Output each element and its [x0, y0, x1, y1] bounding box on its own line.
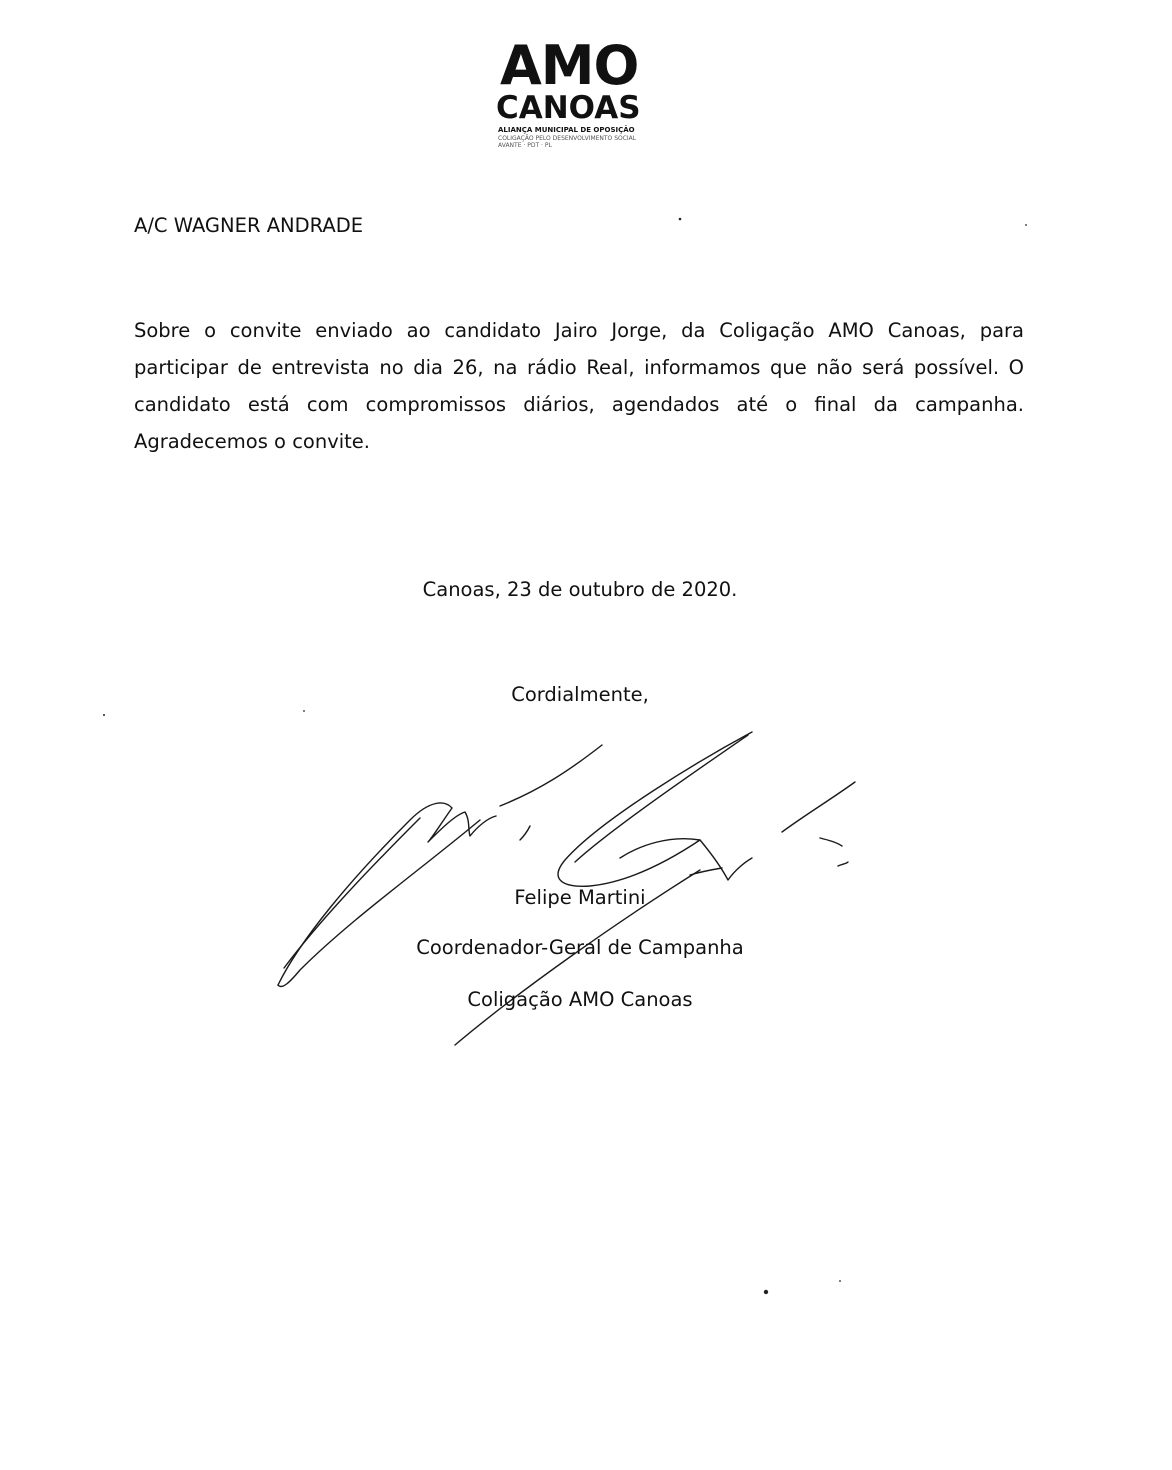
signature-stroke [520, 826, 530, 840]
signer-organization: Coligação AMO Canoas [467, 988, 693, 1011]
signature-stroke [575, 735, 748, 862]
logo-fineprint: COLIGAÇÃO PELO DESENVOLVIMENTO SOCIAL AVANTE · PDT · PL [498, 135, 637, 149]
scan-speck [303, 710, 305, 712]
scan-speck [103, 714, 105, 716]
signature-stroke [500, 745, 602, 806]
recipient-line: A/C WAGNER ANDRADE [134, 214, 364, 237]
signature-stroke [700, 840, 752, 880]
scan-speck [1025, 224, 1027, 226]
logo-amo-text: AMO [500, 34, 639, 97]
letter-body: Sobre o convite enviado ao candidato Jairo Jorge, da Coligação AMO Canoas, para participar de entrevista no dia 26, na rádio Real, informamos que não será possível. O candidato está com compromissos diários, agendados até o final da campanha. Agradecemos o convite. [134, 319, 1024, 453]
date-line: Canoas, 23 de outubro de 2020. [422, 578, 738, 601]
logo-canoas-text: CANOAS [496, 90, 641, 126]
signer-name: Felipe Martini [514, 886, 646, 909]
signature-stroke [558, 732, 752, 886]
signature-stroke [820, 838, 842, 846]
signature-stroke [782, 782, 855, 832]
signature-stroke [690, 868, 722, 875]
signature-stroke [838, 862, 848, 866]
closing-line: Cordialmente, [511, 683, 649, 706]
signer-role: Coordenador-Geral de Campanha [416, 936, 744, 959]
scan-speck [839, 1280, 841, 1282]
scan-speck [764, 1290, 768, 1294]
amo-canoas-logo [496, 34, 660, 170]
logo-tagline: ALIANÇA MUNICIPAL DE OPOSIÇÃO [498, 126, 635, 134]
scan-speck [679, 218, 682, 221]
